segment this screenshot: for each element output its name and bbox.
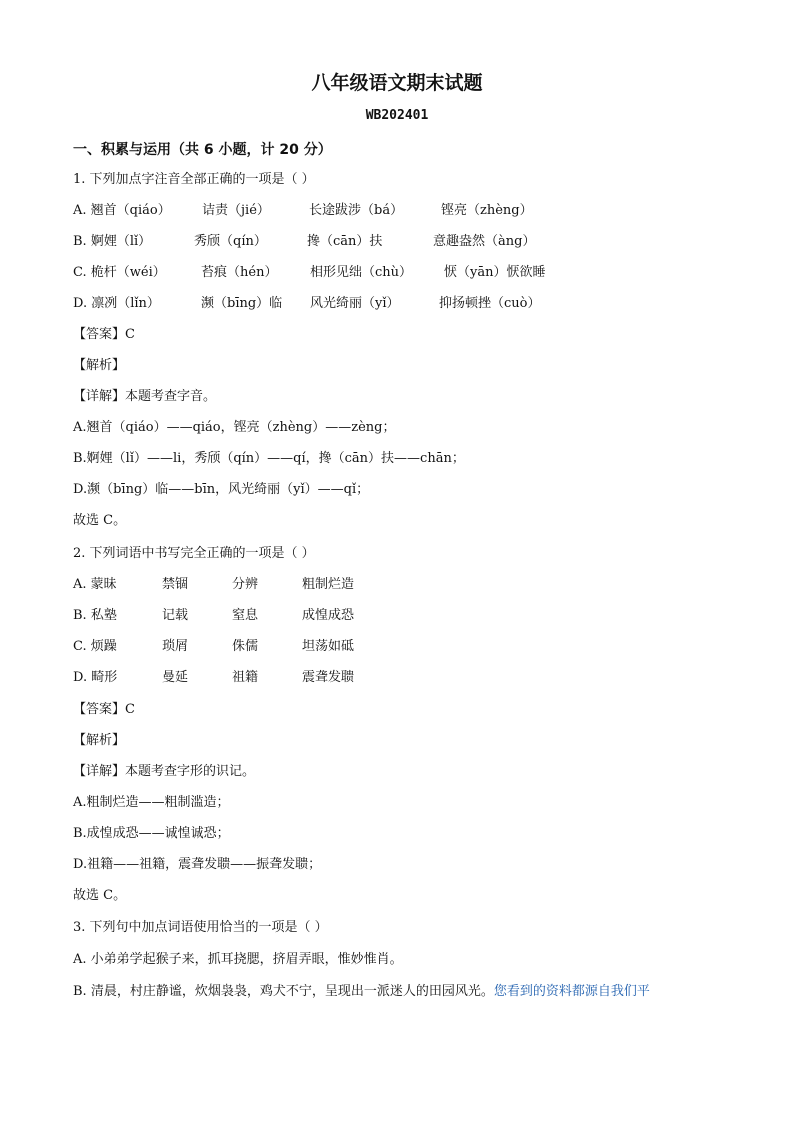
q2-option-c: [73, 638, 473, 656]
q1-explain-b: B.婀娌（lǐ）——li，秀颀（qín）——qí，搀（cān）扶——chān；: [73, 451, 465, 466]
q2-explain-a: A.粗制烂造——粗制滥造；: [73, 795, 230, 810]
q1-d-item-2: 濒（bīng）临: [201, 296, 283, 311]
q2-c-item-2: 琐屑: [162, 639, 189, 654]
q2-d-item-3: 祖籍: [232, 670, 259, 685]
q2-explain-b: B.成惶成恐——诚惶诚恐；: [73, 826, 230, 841]
q1-a-item-4: 铿亮（zhèng）: [441, 203, 533, 218]
q1-option-d: [73, 295, 733, 313]
q2-a-item-3: 分辨: [232, 577, 259, 592]
q1-explain-d: D.濒（bīng）临——bīn，风光绮丽（yǐ）——qǐ；: [73, 482, 370, 497]
q1-detail: 【详解】本题考查字音。: [73, 389, 217, 404]
q2-b-item-1: B. 私塾: [73, 608, 117, 623]
q1-d-item-4: 抑扬顿挫（cuò）: [439, 296, 541, 311]
q2-b-item-2: 记载: [162, 608, 189, 623]
q1-b-item-4: 意趣盎然（àng）: [433, 234, 536, 249]
q3-option-a: A. 小弟弟学起猴子来，抓耳挠腮，挤眉弄眼，惟妙惟肖。: [73, 952, 403, 967]
question-1-stem: 1. 下列加点字注音全部正确的一项是（ ）: [73, 172, 315, 187]
page-title: 八年级语文期末试题: [311, 72, 483, 94]
q2-d-item-1: D. 畸形: [73, 670, 118, 685]
q1-analysis-label: 【解析】: [73, 358, 126, 373]
q1-c-item-2: 苔痕（hén）: [201, 265, 278, 280]
q2-d-item-4: 震聋发聩: [302, 670, 355, 685]
q2-a-item-2: 禁锢: [162, 577, 189, 592]
q2-option-b: [73, 607, 473, 625]
q2-a-item-4: 粗制烂造: [302, 577, 355, 592]
q2-answer: 【答案】C: [73, 702, 135, 717]
question-3-stem: 3. 下列句中加点词语使用恰当的一项是（ ）: [73, 920, 328, 935]
q1-d-item-3: 风光绮丽（yǐ）: [310, 296, 400, 311]
q2-c-item-1: C. 烦躁: [73, 639, 117, 654]
q2-option-d: [73, 669, 473, 687]
q1-b-item-2: 秀颀（qín）: [194, 234, 267, 249]
q2-d-item-2: 曼延: [162, 670, 189, 685]
q2-detail: 【详解】本题考查字形的识记。: [73, 764, 256, 779]
q2-b-item-4: 成惶成恐: [302, 608, 355, 623]
question-2-stem: 2. 下列词语中书写完全正确的一项是（ ）: [73, 546, 315, 561]
section-heading: 一、积累与运用（共 6 小题，计 20 分）: [73, 142, 332, 158]
q1-d-item-1: D. 凛冽（lǐn）: [73, 296, 160, 311]
q1-answer: 【答案】C: [73, 327, 135, 342]
q1-b-item-1: B. 婀娌（lǐ）: [73, 234, 152, 249]
exam-code: WB202401: [365, 108, 429, 123]
q1-option-c: [73, 264, 733, 282]
q3-option-b-text: B. 清晨，村庄静谧，炊烟袅袅，鸡犬不宁，呈现出一派迷人的田园风光。: [73, 984, 494, 999]
q2-c-item-3: 侏儒: [232, 639, 259, 654]
q1-explain-a: A.翘首（qiáo）——qiáo，铿亮（zhèng）——zèng；: [73, 420, 396, 435]
q1-a-item-1: A. 翘首（qiáo）: [73, 203, 171, 218]
q1-option-b: [73, 233, 733, 251]
q2-conclusion: 故选 C。: [73, 888, 127, 903]
q1-option-a: [73, 202, 733, 220]
q2-b-item-3: 窒息: [232, 608, 259, 623]
q1-c-item-4: 恹（yān）恹欲睡: [444, 265, 546, 280]
q2-a-item-1: A. 蒙昧: [73, 577, 117, 592]
q2-explain-d: D.祖籍——祖籍，震聋发聩——振聋发聩；: [73, 857, 322, 872]
q1-conclusion: 故选 C。: [73, 513, 127, 528]
q2-c-item-4: 坦荡如砥: [302, 639, 355, 654]
q1-a-item-2: 诘责（jié）: [202, 203, 270, 218]
q1-a-item-3: 长途跋涉（bá）: [309, 203, 404, 218]
q3-option-b-overlay-text: 您看到的资料都源自我们平: [493, 984, 650, 999]
q1-b-item-3: 搀（cān）扶: [307, 234, 383, 249]
q2-analysis-label: 【解析】: [73, 733, 126, 748]
q3-option-b: [73, 983, 650, 1001]
q1-c-item-3: 相形见绌（chù）: [310, 265, 413, 280]
q2-option-a: [73, 576, 473, 594]
q1-c-item-1: C. 桅杆（wéi）: [73, 265, 166, 280]
